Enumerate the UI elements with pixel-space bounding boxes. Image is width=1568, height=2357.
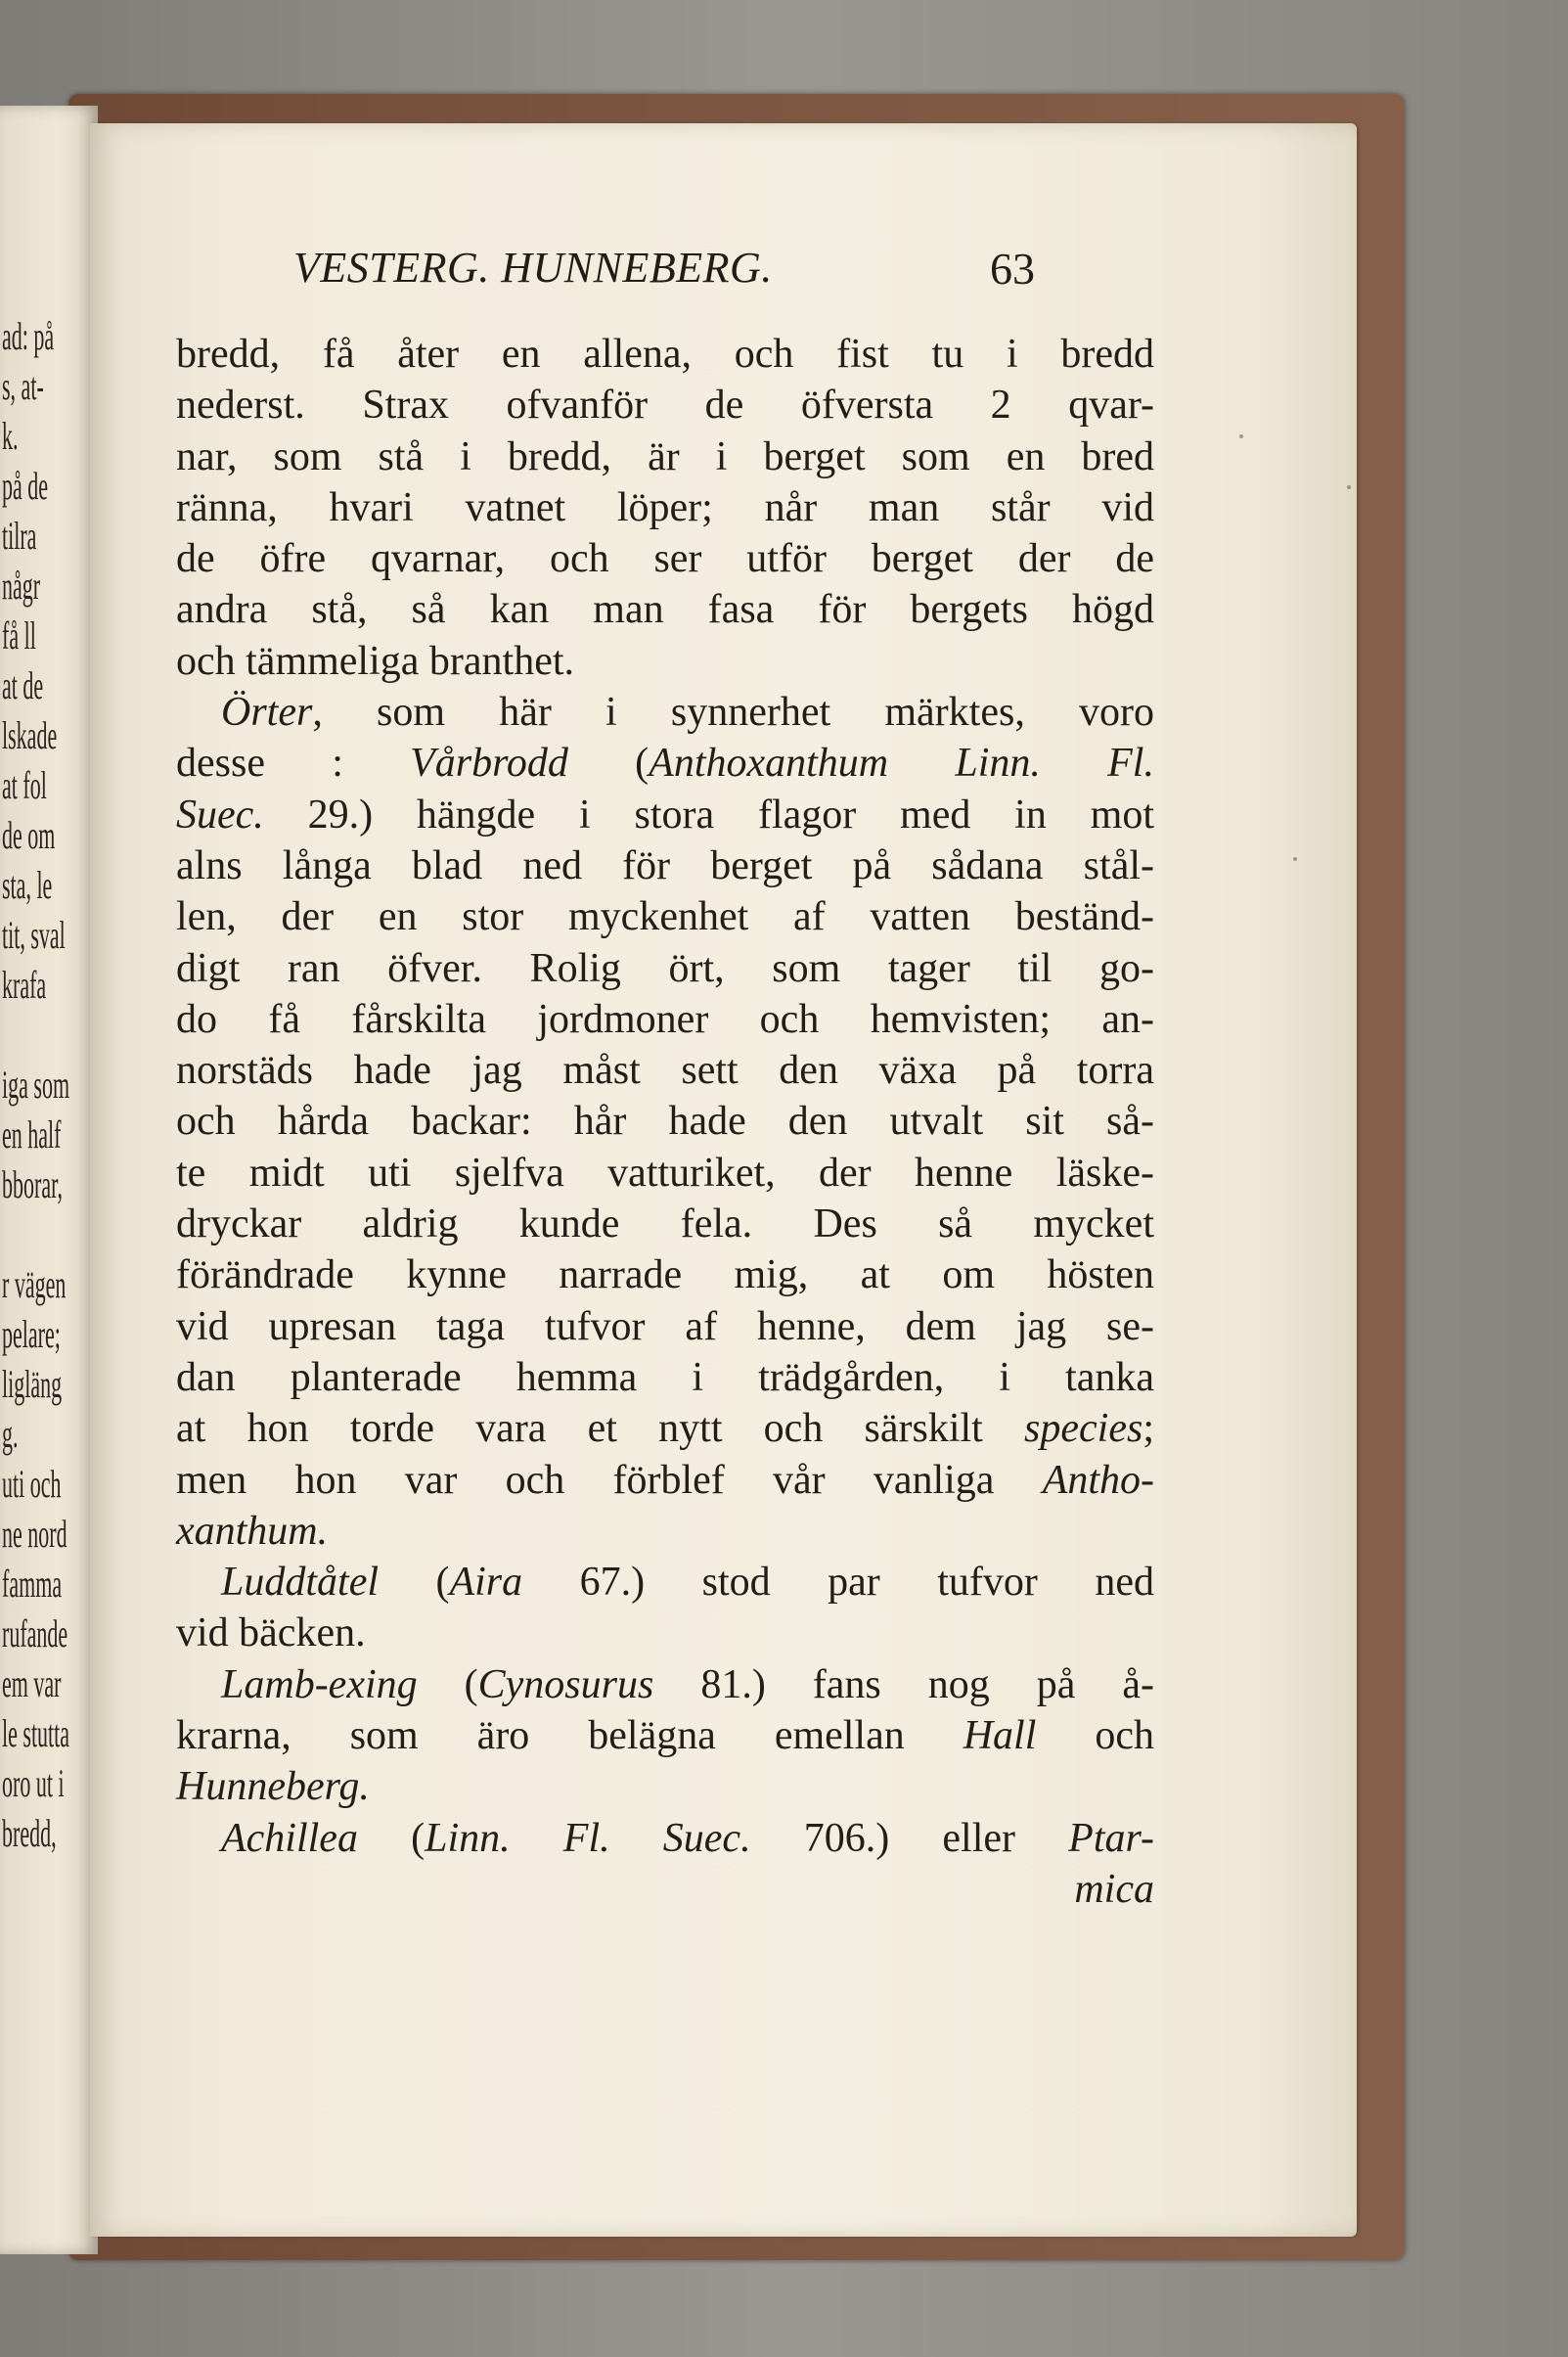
opposite-page-fragment: [2, 1209, 55, 1259]
text-run: (: [417, 1661, 478, 1707]
text-run: 67.) stod par tufvor ned: [522, 1560, 1154, 1606]
italic-text: Antho-: [1042, 1457, 1154, 1503]
text-line: [176, 533, 1154, 584]
italic-text: Vårbrodd: [410, 741, 568, 787]
text-run: alns långa blad ned för berget på sådana stål-: [176, 842, 1154, 888]
opposite-page-fragment: pelare;: [2, 1312, 61, 1356]
opposite-page-fragment: ne nord: [2, 1512, 67, 1556]
text-run: at hon torde vara et nytt och särskilt: [176, 1406, 1025, 1452]
text-line: [176, 687, 1154, 738]
opposite-page-fragment: iga som: [2, 1063, 70, 1107]
text-line: [176, 1455, 1154, 1506]
text-line: [176, 1506, 1154, 1557]
opposite-page-text: [2, 311, 70, 1858]
page-number: 63: [990, 244, 1035, 294]
opposite-page-fragment: at fol: [2, 763, 47, 807]
text-line: [176, 636, 1154, 687]
opposite-page-fragment: r vägen: [2, 1262, 67, 1306]
text-run: (: [379, 1560, 450, 1606]
text-line: [176, 1199, 1154, 1249]
text-run: dryckar aldrig kunde fela. Des så mycket: [176, 1201, 1154, 1247]
text-run: te midt uti sjelfva vatturiket, der henne läske-: [176, 1150, 1154, 1196]
opposite-page-fragment: på de: [2, 464, 49, 508]
body-text: [176, 329, 1154, 1915]
text-run: , som här i synnerhet märktes, voro: [312, 690, 1154, 736]
text-line: [176, 1710, 1154, 1761]
opposite-page-fragment: ad: på: [2, 314, 55, 358]
text-run: men hon var och förblef vår vanliga: [176, 1457, 1043, 1503]
text-line: [176, 1813, 1154, 1864]
opposite-page-fragment: krafa: [2, 963, 47, 1007]
opposite-page-fragment: famma: [2, 1562, 63, 1606]
italic-text: species: [1024, 1406, 1143, 1452]
text-run: bredd, få åter en allena, och fist tu i bredd: [176, 332, 1154, 377]
running-title: VESTERG. HUNNEBERG.: [293, 244, 773, 292]
opposite-page-fragment: k.: [2, 414, 19, 458]
opposite-page-fragment: bborar,: [2, 1162, 64, 1206]
italic-text: Suec.: [176, 792, 264, 838]
opposite-page-fragment: em var: [2, 1661, 62, 1705]
italic-text: Ptar-: [1068, 1815, 1154, 1861]
text-run: 706.) eller: [750, 1815, 1069, 1861]
opposite-page-fragment: tit, sval: [2, 913, 66, 957]
italic-text: Anthoxanthum Linn. Fl.: [649, 741, 1154, 787]
opposite-page-fragment: rufande: [2, 1611, 68, 1655]
text-run: ;: [1142, 1406, 1154, 1452]
italic-text: Örter: [221, 690, 313, 736]
text-run: vid bäcken.: [176, 1610, 366, 1656]
text-line: [176, 994, 1154, 1045]
opposite-page-fragment: [2, 1010, 55, 1060]
italic-text: Linn. Fl. Suec.: [425, 1815, 751, 1861]
text-run: 29.) hängde i stora flagor med in mot: [263, 792, 1154, 838]
text-line: [176, 431, 1154, 482]
text-run: och hårda backar: hår hade den utvalt sit så-: [176, 1099, 1154, 1145]
text-line: [176, 840, 1154, 891]
opposite-page-fragment: någr: [2, 564, 41, 608]
text-line: [176, 329, 1154, 380]
text-line: [176, 1761, 1154, 1812]
opposite-page-edge: [0, 106, 98, 2254]
opposite-page-fragment: få ll: [2, 613, 36, 657]
text-line: [176, 1659, 1154, 1710]
text-run: (: [357, 1815, 426, 1861]
text-run: förändrade kynne narrade mig, at om hösten: [176, 1252, 1154, 1298]
text-run: desse :: [176, 741, 411, 787]
text-run: digt ran öfver. Rolig ört, som tager til go-: [176, 945, 1154, 991]
text-run: de öfre qvarnar, och ser utför berget der de: [176, 536, 1154, 582]
text-line: [176, 1249, 1154, 1300]
paper-speck: [1347, 485, 1351, 489]
text-line: [176, 1352, 1154, 1403]
text-run: nederst. Strax ofvanför de öfversta 2 qvar-: [176, 383, 1154, 429]
italic-text: Hall: [963, 1713, 1037, 1759]
text-line: [176, 943, 1154, 994]
opposite-page-fragment: lskade: [2, 713, 58, 757]
text-run: krarna, som äro belägna emellan: [176, 1713, 963, 1759]
paper-speck: [1239, 434, 1243, 438]
text-line: [176, 1045, 1154, 1096]
italic-text: Luddtåtel: [221, 1560, 380, 1606]
opposite-page-fragment: s, at-: [2, 364, 44, 408]
text-run: ränna, hvari vatnet löper; når man står vid: [176, 484, 1154, 530]
opposite-page-fragment: de om: [2, 813, 56, 857]
opposite-page-fragment: ligläng: [2, 1362, 63, 1406]
text-run: nar, som stå i bredd, är i berget som en bred: [176, 433, 1154, 479]
text-line: [176, 738, 1154, 789]
opposite-page-fragment: g.: [2, 1412, 19, 1456]
text-line: [176, 482, 1154, 533]
italic-text: xanthum.: [176, 1508, 329, 1554]
italic-text: Lamb-exing: [221, 1661, 418, 1707]
text-run: och: [1036, 1713, 1154, 1759]
text-line: [176, 1557, 1154, 1608]
text-line: [176, 1403, 1154, 1454]
text-run: norstäds hade jag måst sett den växa på torra: [176, 1048, 1154, 1094]
italic-text: Aira: [449, 1560, 523, 1606]
italic-text: mica: [1074, 1866, 1154, 1912]
text-run: och tämmeliga branthet.: [176, 638, 575, 684]
opposite-page-fragment: sta, le: [2, 863, 53, 907]
paper-speck: [1293, 857, 1297, 861]
text-run: dan planterade hemma i trädgården, i tanka: [176, 1354, 1154, 1400]
text-run: len, der en stor myckenhet af vatten beständ-: [176, 894, 1154, 940]
opposite-page-fragment: le stutta: [2, 1711, 70, 1755]
opposite-page-fragment: uti och: [2, 1462, 62, 1506]
opposite-page-fragment: bredd,: [2, 1811, 57, 1855]
opposite-page-fragment: tilra: [2, 514, 37, 558]
text-line: [176, 1864, 1154, 1915]
text-line: [176, 584, 1154, 635]
text-line: [176, 891, 1154, 942]
text-run: (: [567, 741, 650, 787]
text-line: [176, 1096, 1154, 1147]
italic-text: Cynosurus: [477, 1661, 654, 1707]
text-line: [176, 1148, 1154, 1199]
opposite-page-fragment: oro ut i: [2, 1761, 65, 1805]
text-run: andra stå, så kan man fasa för bergets högd: [176, 587, 1154, 633]
text-run: do få fårskilta jordmoner och hemvisten; an-: [176, 996, 1154, 1042]
text-line: [176, 1608, 1154, 1658]
text-line: [176, 380, 1154, 431]
italic-text: Hunneberg.: [176, 1764, 370, 1810]
text-line: [176, 790, 1154, 840]
text-run: vid upresan taga tufvor af henne, dem jag se-: [176, 1303, 1154, 1349]
text-line: [176, 1301, 1154, 1352]
opposite-page-fragment: en half: [2, 1112, 62, 1156]
opposite-page-fragment: at de: [2, 663, 44, 707]
italic-text: Achillea: [221, 1815, 358, 1861]
text-run: 81.) fans nog på å-: [653, 1661, 1154, 1707]
